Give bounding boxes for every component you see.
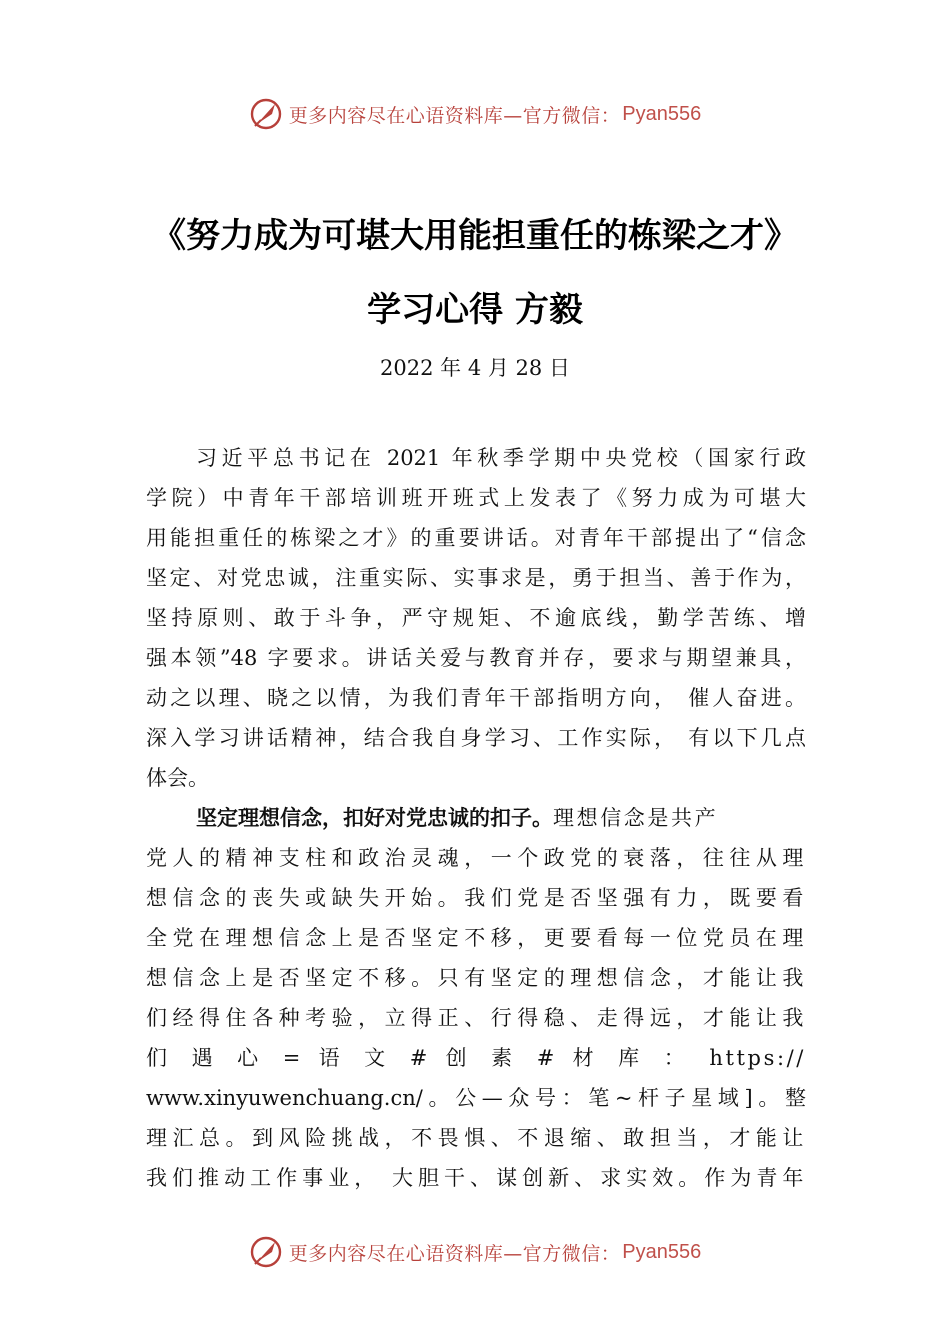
text-line: 理汇总。到风险挑战，不畏惧、不退缩、敢担当，才能让	[146, 1126, 806, 1150]
footer-banner	[0, 1232, 950, 1272]
text-line-url: www.xinyuwenchuang.cn/。公—众号：笔~杆子星域]。整	[146, 1086, 806, 1110]
text-line: 全党在理想信念上是否坚定不移，更要看每一位党员在理	[146, 926, 806, 950]
banner-wechat-id: Pyan556	[622, 102, 702, 125]
text-line: 们经得住各种考验，立得正、行得稳、走得远，才能让我	[146, 1006, 806, 1030]
text-line	[146, 798, 806, 838]
banner-text: 更多内容尽在心语资料库—官方微信：	[288, 1242, 621, 1265]
quill-logo-icon	[249, 97, 283, 131]
text-line: 体会。	[146, 766, 209, 790]
header-banner	[0, 94, 950, 134]
text-line: 们 遇 心 = 语 文 # 创 素 # 材 库 ： https://	[146, 1046, 806, 1070]
paragraph-ideals	[146, 798, 806, 1198]
document-date: 2022 年 4 月 28 日	[380, 356, 570, 380]
text-line: 习近平总书记在 2021 年秋季学期中央党校（国家行政	[196, 446, 806, 470]
text-line: 坚定、对党忠诚，注重实际、实事求是，勇于担当、善于作为，	[146, 566, 806, 590]
text-line: 党人的精神支柱和政治灵魂，一个政党的衰落，往往从理	[146, 846, 806, 870]
banner-text: 更多内容尽在心语资料库—官方微信：	[288, 104, 621, 127]
text-line: 强本领”48 字要求。讲话关爱与教育并存，要求与期望兼具，	[146, 646, 806, 670]
text-line: 想信念上是否坚定不移。只有坚定的理想信念，才能让我	[146, 966, 806, 990]
paragraph-lead-heading: 坚定理想信念，扣好对党忠诚的扣子。	[196, 806, 553, 830]
paragraph-intro	[146, 438, 806, 798]
document-subtitle: 学习心得 方毅	[367, 290, 583, 330]
quill-logo-icon	[249, 1235, 283, 1269]
banner-wechat-id: Pyan556	[622, 1240, 702, 1263]
document-title: 《努力成为可堪大用能担重任的栋梁之才》	[152, 216, 798, 256]
text-line: 学院）中青年干部培训班开班式上发表了《努力成为可堪大	[146, 486, 806, 510]
text-line: 深入学习讲话精神，结合我自身学习、工作实际， 有以下几点	[146, 726, 806, 750]
paragraph-text: 理想信念是共产	[553, 806, 719, 830]
text-line: 用能担重任的栋梁之才》的重要讲话。对青年干部提出了“信念	[146, 526, 806, 550]
text-line: 动之以理、晓之以情，为我们青年干部指明方向， 催人奋进。	[146, 686, 806, 710]
text-line: 想信念的丧失或缺失开始。我们党是否坚强有力，既要看	[146, 886, 806, 910]
text-line: 我们推动工作事业， 大胆干、谋创新、求实效。作为青年	[146, 1166, 806, 1190]
text-line: 坚持原则、敢于斗争，严守规矩、不逾底线，勤学苦练、增	[146, 606, 806, 630]
